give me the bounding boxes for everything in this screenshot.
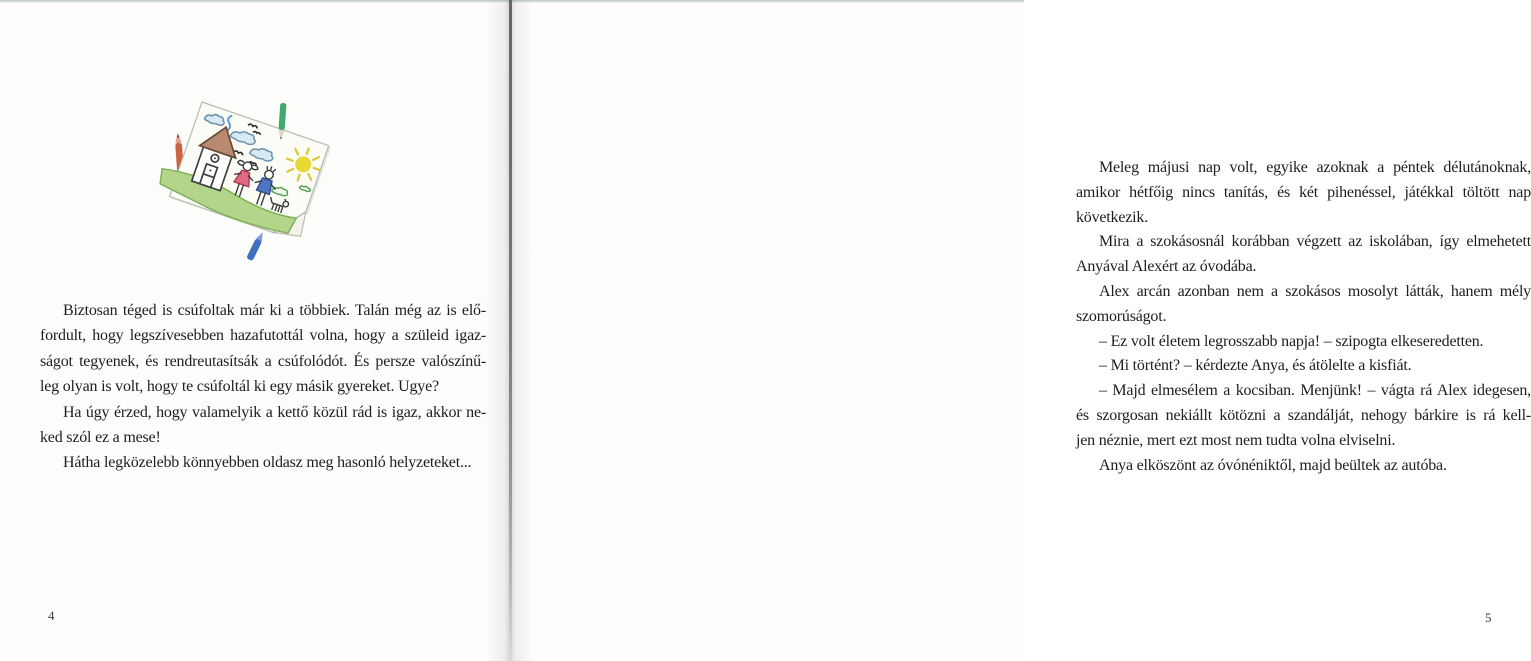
- text-line: jen néznie, mert ezt most nem tudta volna elviselni.: [1076, 431, 1396, 449]
- book-spine-line: [509, 0, 512, 661]
- right-page-text: [1076, 156, 1531, 478]
- left-page-text: [40, 298, 486, 476]
- page-number-left: 4: [48, 608, 55, 623]
- paper-sheet: [154, 97, 331, 241]
- text-line: fordult, hogy legszívesebben hazafutottál volna, hogy a szüleid igaz-: [40, 327, 486, 345]
- blue-crayon-icon: [246, 231, 266, 261]
- text-line: – Ez volt életem legrosszabb napja! – szipogta elkeseredetten.: [1099, 332, 1484, 350]
- text-line: – Majd elmesélem a kocsiban. Menjünk! – vágta rá Alex idegesen,: [1099, 382, 1531, 400]
- text-line: Alex arcán azonban nem a szokásos mosolyt látták, hanem mély: [1099, 282, 1531, 300]
- text-line: ked szól ez a mese!: [40, 429, 161, 447]
- page-number-right: 5: [1485, 610, 1492, 625]
- text-line: Hátha legközelebb könnyebben oldasz meg hasonló helyzeteket...: [63, 454, 472, 472]
- left-page: [0, 0, 505, 661]
- text-line: Anyával Alexért az óvodába.: [1076, 258, 1257, 276]
- childrens-drawing-illustration: [152, 90, 397, 302]
- text-line: amikor hétfőig nincs tanítás, és két pihenéssel, játékkal töltött nap: [1076, 183, 1531, 201]
- text-line: ságot tegyenek, és rendreutasítsák a csúfolódót. És persze valószínű-: [40, 352, 486, 370]
- text-line: Anya elköszönt az óvónéniktől, majd beültek az autóba.: [1099, 456, 1447, 474]
- text-line: következik.: [1076, 208, 1148, 226]
- right-page: [520, 0, 1531, 661]
- text-line: és szorgosan nekiállt kötözni a szandálját, nehogy bárkire is rá kell-: [1076, 406, 1531, 424]
- text-line: Ha úgy érzed, hogy valamelyik a kettő közül rád is igaz, akkor ne-: [63, 403, 486, 421]
- text-line: szomorúságot.: [1076, 307, 1167, 325]
- text-line: Meleg májusi nap volt, egyike azoknak a péntek délutánoknak,: [1099, 159, 1531, 176]
- text-line: – Mi történt? – kérdezte Anya, és átölelte a kisfiát.: [1099, 357, 1412, 375]
- text-line: Mira a szokásosnál korábban végzett az iskolában, így elmehetett: [1099, 233, 1531, 251]
- text-line: Biztosan téged is csúfoltak már ki a többiek. Talán még az is elő-: [63, 302, 486, 319]
- text-line: leg olyan is volt, hogy te csúfoltál ki egy másik gyereket. Ugye?: [40, 378, 439, 396]
